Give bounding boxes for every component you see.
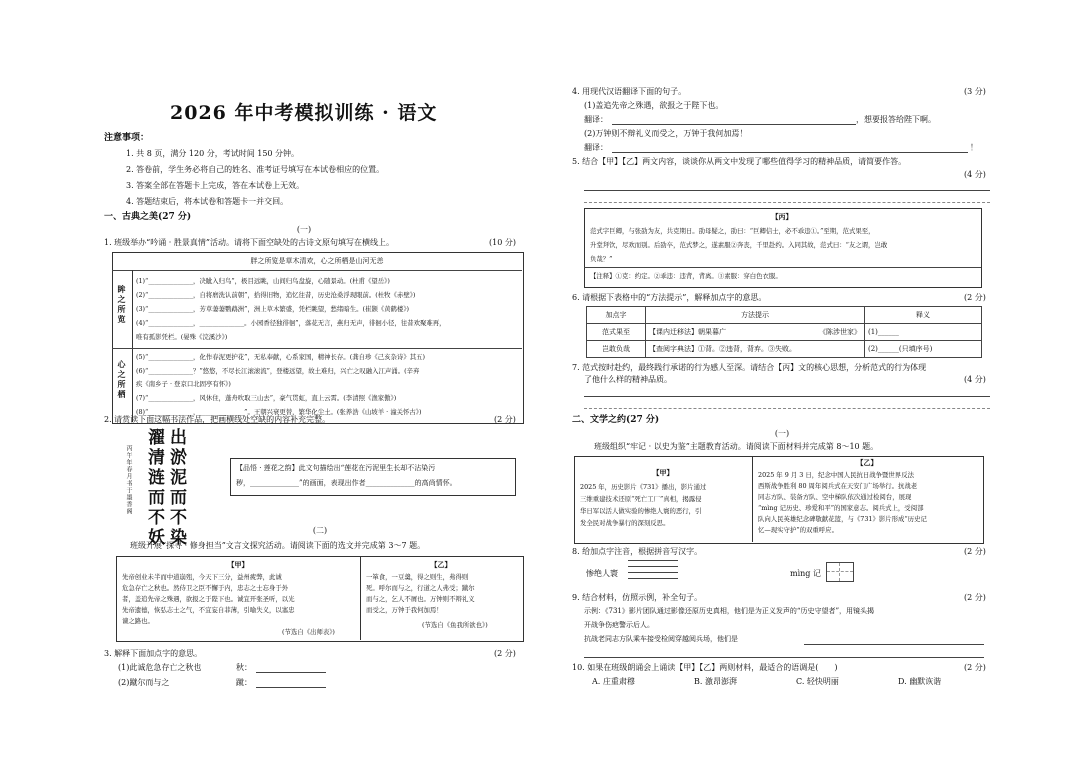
notice-item: 3. 答案全部在答题卡上完成，答在本试卷上无效。 xyxy=(126,181,305,190)
part-heading: (一) xyxy=(774,429,790,438)
left-page xyxy=(104,80,526,700)
right-page xyxy=(572,80,992,700)
divider xyxy=(132,270,133,422)
answer-label: 翻译： xyxy=(584,115,608,124)
question-item: (1)盖追先帝之殊遇，欲报之于陛下也。 xyxy=(584,101,724,110)
part-heading: (二) xyxy=(312,526,328,535)
answer-line xyxy=(584,190,990,191)
side-label: 眸之所览 xyxy=(117,285,127,325)
passage-source: (节选自《鱼我所欲也》) xyxy=(422,621,488,629)
question-9: 9. 结合材料，仿照示例，补全句子。 xyxy=(572,593,703,602)
material-line: 队向人民英雄纪念碑敬献花篮，与《731》影片形成“历史记 xyxy=(758,515,927,523)
table-cell: 《陈涉世家》 xyxy=(784,324,864,341)
question-2: 2. 请赏读下面这幅书法作品，把画横线处空缺的内容补充完整。 xyxy=(104,415,331,424)
notice-heading: 注意事项： xyxy=(104,133,150,143)
material-line: 忆—现实守护”的双重呼应。 xyxy=(758,526,838,534)
divider xyxy=(112,270,522,271)
material-line: “mìng 记历史、珍爱和平”的国家意志。阅兵式上，受阅部 xyxy=(758,504,924,512)
answer-line xyxy=(612,152,968,153)
answer-label: 蹴： xyxy=(236,678,252,687)
material-line: 同志方队、装备方队、空中梯队依次通过检阅台，展现 xyxy=(758,493,912,501)
question-score: (10 分) xyxy=(489,238,516,247)
answer-line xyxy=(804,644,984,645)
passage-label: 【丙】 xyxy=(771,212,793,221)
poem-line: (1)“______________，决眦入归鸟”，极目远眺，山间归鸟盘旋，心随景动。(杜甫《望岳》) xyxy=(136,277,390,285)
answer-line xyxy=(584,396,990,397)
calligraphy-inscription: 丙午年春月书于墨香阁 xyxy=(125,445,132,515)
question-item: (1)此诚危急存亡之秋也 xyxy=(118,663,202,672)
table-header: 释义 xyxy=(865,307,982,324)
option-d[interactable]: D. 幽默诙谐 xyxy=(898,677,942,686)
page-title: 2026 年中考模拟训练 · 语文 xyxy=(170,102,438,124)
passage-line: 负哉？” xyxy=(590,255,613,263)
poem-line: (3)“______________，芳草萋萋鹦鹉洲”，洲上草木繁盛，凭栏眺望，愁绪暗生。(崔颢《黄鹤楼》) xyxy=(136,305,409,313)
calligraphy-column: 出淤泥而不染 xyxy=(166,428,186,548)
poem-line: (6)“______________？”悠悠，不尽长江滚滚流”，登楼远望，故土难归，兴亡之叹融入江声涌。(辛弃 xyxy=(136,367,420,375)
notice-item: 1. 共 8 页，满分 120 分，考试时间 150 分钟。 xyxy=(126,149,300,158)
table-header: 方法提示 xyxy=(646,307,865,324)
option-b[interactable]: B. 激昂澎湃 xyxy=(694,677,737,686)
answer-cell[interactable]: (1)______ xyxy=(865,324,982,341)
option-c[interactable]: C. 轻快明丽 xyxy=(796,677,839,686)
question-8: 8. 给加点字注音，根据拼音写汉字。 xyxy=(572,547,703,556)
divider xyxy=(584,267,981,268)
pinyin-line xyxy=(628,578,678,579)
section-heading: 一、古典之美(27 分) xyxy=(104,212,192,222)
passage-line: 死。呼尔而与之，行道之人弗受；蹴尔 xyxy=(366,584,475,592)
pinyin-label: mìng 记 xyxy=(790,569,821,578)
question-score: (2 分) xyxy=(494,649,516,658)
lotus-line: 秽，______________”的画面，表现出作者______________的高尚情怀。 xyxy=(236,479,457,487)
answer-suffix: ！ xyxy=(970,143,978,152)
answer-label: 翻译： xyxy=(584,143,608,152)
answer-line xyxy=(584,202,990,203)
example-line: 示例：《731》影片团队通过影像还原历史真相，他们是为正义发声的“历史守望者”，用镜头揭 xyxy=(584,607,875,615)
passage-line: 一箪食，一豆羹，得之则生，弗得则 xyxy=(366,573,469,581)
poem-line: 唯有孤影凭栏。(晏殊《浣溪沙》) xyxy=(136,333,228,341)
method-table xyxy=(586,306,982,358)
material-line: 2025 年 9 月 3 日，纪念中国人民抗日战争暨世界反法 xyxy=(758,471,914,479)
pinyin-line xyxy=(628,566,678,567)
answer-line xyxy=(584,657,984,658)
question-item: (2)万钟则不辩礼义而受之，万钟于我何加焉！ xyxy=(584,129,748,138)
character-grid[interactable] xyxy=(826,562,854,582)
question-score: (2 分) xyxy=(964,663,986,672)
passage-line: 升堂拜饮，尽欢而别。后劭卒，范式梦之，遂素服②奔丧，千里赴约。入同其故，范式曰：“友之谓，岂敢 xyxy=(590,241,888,249)
question-7: 7. 范式按时赴约，最终践行承诺的行为感人至深。请结合【丙】文的核心思想，分析范式的行为体现 xyxy=(572,363,927,372)
passage-line: 而与之，乞人不屑也。万钟则不辩礼义 xyxy=(366,595,475,603)
table-cell: 岂敢负哉 xyxy=(587,341,646,358)
answer-line xyxy=(256,687,326,688)
poem-line: (7)“______________，风休住，蓬舟吹取三山去”，豪气贯虹，直上云霄。(李清照《渔家傲》) xyxy=(136,394,397,402)
material-line: 三维重建技术还原“死亡工厂”真相，揭露侵 xyxy=(580,495,702,503)
passage-line: 而受之，万钟于我何加焉！ xyxy=(366,606,443,614)
passage-label: 【甲】 xyxy=(227,560,249,569)
question-10: 10. 如果在班级朗诵会上诵读【甲】【乙】两则材料，最适合的语调是( ) xyxy=(572,663,838,672)
question-item: (2)蹴尔而与之 xyxy=(118,678,170,687)
poem-line: 疾《南乡子 · 登京口北固亭有怀》) xyxy=(136,380,231,388)
pinyin-line xyxy=(628,572,678,573)
poem-line: (8)“______________，______________”。王朝兴衰更替，繁华化尘土。(张养浩《山坡羊 · 潼关怀古》) xyxy=(136,408,422,416)
poem-line: (4)“______________，______________。小园香径独徘徊”，落花无言，燕归无声，徘徊小径，往昔欢聚难再， xyxy=(136,319,446,327)
table-header: 加点字 xyxy=(587,307,646,324)
table-cell: 【查阅字典法】①背。②违背，背弃。③失败。 xyxy=(646,341,865,358)
table-cell: 范式果至 xyxy=(587,324,646,341)
question-score: (2 分) xyxy=(964,593,986,602)
question-5: 5. 结合【甲】【乙】两文内容，谈谈你从两文中发现了哪些值得学习的精神品质，请简要作答。 xyxy=(572,157,907,166)
question-1: 1. 班级举办“吟诵 · 胜景真情”活动。请将下面空缺处的古诗文原句填写在横线上。 xyxy=(104,238,394,247)
answer-line xyxy=(584,408,990,409)
prompt-line: 抗战老同志方队乘车接受检阅穿越阅兵场，他们是 xyxy=(584,635,738,643)
intro-text: 班级开展“探寻 · 修身担当”文言文探究活动。请阅读下面的选文并完成第 3～7 题。 xyxy=(130,541,426,550)
passage-line: 范式字巨卿，与张劭为友，共克期日。劭母疑之，劭曰：“巨卿信士，必不乖违①。”至期，范式果至， xyxy=(590,227,875,235)
passage-source: (节选自《出师表》) xyxy=(282,628,335,636)
question-score: (2 分) xyxy=(964,547,986,556)
question-score: (4 分) xyxy=(964,170,986,179)
material-label: 【甲】 xyxy=(652,468,674,477)
notice-item: 2. 答卷前，学生务必将自己的姓名、准考证号填写在本试卷相应的位置。 xyxy=(126,165,385,174)
divider xyxy=(112,348,522,349)
part-heading: (一) xyxy=(296,225,312,234)
answer-line xyxy=(612,124,856,125)
question-6: 6. 请根据下表格中的“方法提示”，解释加点字的意思。 xyxy=(572,293,767,302)
question-3: 3. 解释下面加点字的意思。 xyxy=(104,649,203,658)
passage-line: 者，盖追先帝之殊遇，欲报之于陛下也。诚宜开张圣听，以光 xyxy=(122,595,295,603)
lotus-line: 【品悟 · 莲花之韵】此文句描绘出“莲花在污泥里生长却不沾染污 xyxy=(236,464,436,472)
question-4: 4. 用现代汉语翻译下面的句子。 xyxy=(572,87,687,96)
calligraphy-column: 濯清涟而不妖 xyxy=(144,428,164,548)
passage-label: 【乙】 xyxy=(430,560,452,569)
option-a[interactable]: A. 庄重肃穆 xyxy=(592,677,635,686)
example-line: 开战争伤疤警示后人。 xyxy=(584,621,654,629)
answer-suffix: ，想要报答给陛下啊。 xyxy=(856,115,936,124)
divider xyxy=(752,456,753,542)
side-label: 心之所栖 xyxy=(117,360,127,400)
passage-line: 先帝创业未半而中道崩殂，今天下三分，益州疲弊，此诚 xyxy=(122,573,282,581)
notice-item: 4. 答题结束后，将本试卷和答题卡一并交回。 xyxy=(126,197,289,206)
section-heading: 二、文学之约(27 分) xyxy=(572,415,660,425)
material-label: 【乙】 xyxy=(856,458,878,467)
passage-line: 谏之路也。 xyxy=(122,617,154,625)
answer-label: 秋： xyxy=(236,663,252,672)
word-label: 惨绝人寰 xyxy=(586,569,618,578)
material-line: 2025 年，历史影片《731》播出，影片通过 xyxy=(580,483,707,491)
intro-text: 班级组织“牢记 · 以史为鉴”主题教育活动。请阅读下面材料并完成第 8～10 题。 xyxy=(594,442,879,451)
material-line: 华日军以活人做实验的惨绝人寰的恶行，引 xyxy=(580,507,702,515)
answer-cell[interactable]: (2)______(只填序号) xyxy=(865,341,982,358)
poem-line: (5)“______________，化作春泥更护花”，无私奉献，心系家国，精神长存。(龚自珍《己亥杂诗》其五) xyxy=(136,353,425,361)
passage-line: 危急存亡之秋也。然侍卫之臣不懈于内，忠志之士忘身于外 xyxy=(122,584,289,592)
question-7-cont: 了他什么样的精神品质。 xyxy=(584,375,672,384)
passage-note: 【注释】①克：约定。②乖违：违背，背离。③素服：穿白色衣服。 xyxy=(590,272,782,280)
passage-line: 先帝遗德，恢弘志士之气，不宜妄自菲薄，引喻失义，以塞忠 xyxy=(122,606,295,614)
answer-line xyxy=(256,672,326,673)
question-score: (3 分) xyxy=(964,87,986,96)
material-line: 发全民对战争暴行的深刻反思。 xyxy=(580,519,670,527)
question-score: (2 分) xyxy=(494,415,516,424)
poem-line: (2)“______________，自将磨洗认前朝”，拾得旧物，追忆往昔，历史沧桑浮现眼前。(杜牧《赤壁》) xyxy=(136,291,416,299)
pinyin-line xyxy=(628,560,678,561)
question-score: (2 分) xyxy=(964,293,986,302)
question-score: (4 分) xyxy=(964,375,986,384)
poem-table-title: 胖之所览是草木清欢，心之所栖是山河无恙 xyxy=(250,257,384,265)
material-line: 西斯战争胜利 80 周年阅兵式在天安门广场举行。抗战老 xyxy=(758,482,918,490)
table-cell: 【课内迁移法】朝果暮广 xyxy=(646,324,785,341)
